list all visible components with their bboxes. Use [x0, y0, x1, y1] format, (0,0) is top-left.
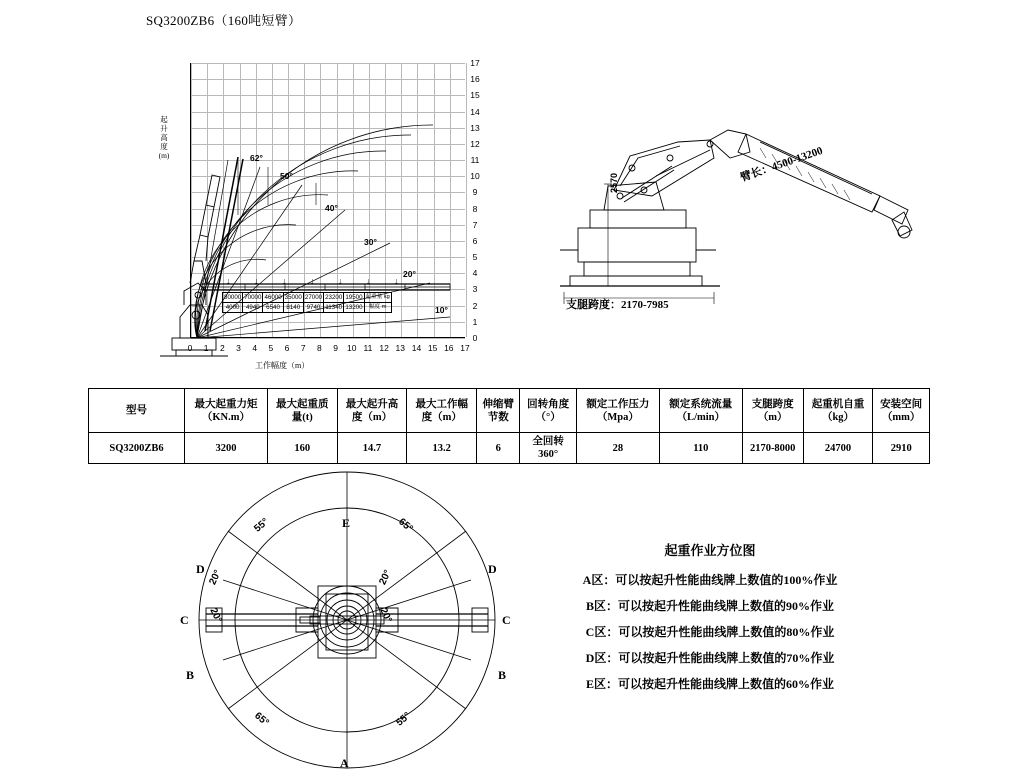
legend-row-b: B区：可以按起升性能曲线牌上数值的90%作业 [585, 599, 834, 613]
load-radius-cell: 4940 [243, 303, 263, 313]
x-axis-tick: 0 [187, 343, 193, 353]
load-point-arrow: ↓ [394, 276, 399, 286]
zone-label-B-right: B [498, 668, 507, 682]
spec-header-cell [185, 389, 268, 433]
spec-value-cell [520, 433, 577, 464]
load-point-arrow: ↓ [254, 276, 259, 286]
angle-label-55-bottomright: 55° [394, 710, 413, 729]
spec-header-line: 最大工作幅 [415, 398, 468, 410]
y-axis-tick: 15 [470, 90, 480, 101]
spec-value-cell: SQ3200ZB6 [89, 433, 185, 464]
y-axis-tick: 7 [472, 219, 478, 230]
crane-side-view [560, 100, 960, 320]
load-capacity-cell: 70000 [244, 294, 262, 301]
load-capacity-cell: 27000 [304, 294, 323, 301]
legend-row-a: A区：可以按起升性能曲线牌上数值的100%作业 [582, 573, 838, 587]
spec-value-cell: 3200 [185, 433, 268, 464]
angle-label-65-topright: 65° [396, 516, 415, 535]
angle-label-55-topleft: 55° [252, 516, 271, 535]
spec-header-line: （°） [535, 411, 561, 423]
y-axis-tick: 13 [470, 122, 480, 133]
load-value-table [222, 292, 392, 313]
angle-label-62: 62° [250, 153, 263, 163]
x-axis-title: 工作幅度（m） [255, 361, 310, 370]
zone-label-C-right: C [502, 613, 511, 627]
y-axis-tick: 3 [472, 284, 478, 295]
x-axis-tick: 16 [444, 343, 454, 353]
spec-header-line: 额定工作压力 [586, 398, 650, 410]
y-axis-title-char: 起 [160, 115, 168, 124]
y-axis-tick: 4 [472, 268, 478, 279]
spec-header-line: （L/min） [676, 411, 725, 423]
spec-header-cell [576, 389, 659, 433]
load-capacity-cell: 23200 [325, 294, 343, 301]
load-point-arrow: ↓ [338, 276, 343, 286]
y-axis-title-char: 高 [160, 133, 168, 142]
y-axis-tick: 0 [472, 333, 478, 343]
load-table-top-row [223, 293, 392, 303]
y-axis-tick: 11 [470, 155, 480, 166]
y-axis-tick: 8 [472, 203, 478, 214]
angle-label-50: 50° [280, 171, 293, 181]
y-axis-title-char: (m) [158, 151, 170, 160]
y-axis-tick: 9 [472, 187, 478, 198]
spec-header-cell [659, 389, 742, 433]
x-axis-tick: 14 [411, 343, 422, 353]
load-point-arrow: ↓ [310, 276, 315, 286]
y-axis-title-char: 升 [160, 124, 168, 133]
load-table-legend-radius: 幅度 m [364, 303, 391, 313]
angle-label-65-bottomleft: 65° [252, 710, 271, 729]
y-axis-tick: 2 [472, 300, 478, 311]
spec-header-cell [742, 389, 803, 433]
y-axis-tick: 16 [470, 74, 480, 85]
spec-header-cell [873, 389, 930, 433]
angle-label-20-left: 20° [207, 606, 224, 625]
spec-value-cell: 24700 [803, 433, 873, 464]
spec-header-cell [477, 389, 520, 433]
load-point-arrow: ↓ [282, 276, 287, 286]
specification-table [88, 388, 930, 464]
spec-value-line: 全回转 [532, 436, 564, 447]
load-chart [150, 55, 480, 375]
spec-header-line: 型号 [126, 405, 147, 416]
spec-value-cell: 14.7 [337, 433, 407, 464]
spec-value-cell: 13.2 [407, 433, 477, 464]
page-title: SQ3200ZB6（160吨短臂） [146, 13, 302, 28]
load-point-arrow: ↓ [226, 276, 231, 286]
load-table-legend-capacity: 起重量 kg [364, 293, 391, 303]
x-axis-tick: 17 [460, 343, 470, 353]
x-axis-tick: 12 [379, 343, 389, 353]
zone-label-B-left: B [186, 668, 195, 682]
spec-header-line: 起重机自重 [811, 398, 865, 410]
spec-header-line: （mm） [881, 411, 921, 423]
legend-row-e: E区：可以按起升性能曲线牌上数值的60%作业 [585, 677, 834, 691]
spec-header-line: （kg） [821, 411, 855, 423]
y-axis-tick: 6 [472, 235, 478, 246]
spec-value-cell: 2170-8000 [742, 433, 803, 464]
x-axis-tick: 9 [333, 343, 338, 353]
spec-header-line: 支腿跨度 [751, 398, 794, 410]
x-axis-tick: 3 [236, 343, 241, 353]
x-axis-tick: 13 [395, 343, 406, 353]
load-capacity-cell: 19500 [345, 294, 363, 301]
y-axis-tick: 1 [472, 316, 478, 327]
spec-header-line: 量(t) [291, 411, 313, 423]
load-radius-cell: 9740 [303, 303, 323, 313]
angle-label-40: 40° [325, 203, 338, 213]
spec-header-line: 伸缩臂 [482, 398, 514, 410]
angle-label-20-upperright: 20° [377, 568, 394, 587]
angle-label-10: 10° [435, 305, 448, 315]
y-axis-tick: 5 [472, 252, 478, 263]
spec-value-cell: 110 [659, 433, 742, 464]
zone-label-A: A [340, 756, 349, 770]
spec-header-line: 回转角度 [527, 398, 570, 410]
zone-label-E: E [342, 516, 351, 530]
spec-header-line: 最大起升高 [345, 398, 399, 410]
working-zone-diagram [150, 468, 550, 778]
outrigger-span-label: 支腿跨度：2170-7985 [566, 299, 669, 311]
load-radius-cell: 8140 [283, 303, 303, 313]
legend-row-d: D区：可以按起升性能曲线牌上数值的70%作业 [585, 651, 835, 665]
x-axis-tick: 11 [363, 343, 373, 353]
x-axis-tick: 7 [300, 343, 306, 353]
load-capacity-cell: 46000 [264, 294, 282, 301]
load-radius-cell: 13200 [345, 304, 363, 311]
spec-header-cell [803, 389, 873, 433]
boom-radius-curves [150, 55, 480, 375]
load-capacity-cell: 80000 [224, 294, 242, 301]
spec-table-data-row [89, 433, 930, 464]
x-axis-tick: 1 [203, 343, 209, 353]
y-axis-tick: 10 [470, 171, 480, 182]
load-capacity-cell: 35000 [284, 294, 302, 301]
spec-header-line: 度（m） [421, 411, 462, 423]
spec-value-cell: 28 [576, 433, 659, 464]
spec-header-line: （Mpa） [596, 411, 639, 423]
y-axis-tick: 12 [470, 138, 480, 149]
x-axis-tick: 8 [317, 343, 322, 353]
load-point-arrow: ↓ [366, 276, 371, 286]
zone-label-D-left: D [196, 562, 205, 576]
angle-label-20-right: 20° [377, 606, 394, 625]
spec-header-line: 最大起重质 [276, 398, 329, 410]
spec-value-line: 360° [538, 449, 559, 460]
angle-label-20: 20° [403, 269, 416, 279]
spec-header-line: 度（m） [351, 411, 393, 423]
x-axis-tick: 10 [347, 343, 357, 353]
angle-label-30: 30° [364, 237, 377, 247]
zone-label-D-right: D [488, 562, 497, 576]
spec-header-cell [337, 389, 407, 433]
spec-header-line: （KN.m） [201, 411, 251, 423]
load-radius-cell: 6540 [263, 303, 283, 313]
x-axis-tick: 6 [284, 343, 290, 353]
zone-circles [150, 468, 550, 778]
spec-header-line: （m） [757, 411, 788, 423]
load-radius-cell: 4000 [223, 303, 243, 313]
height-dimension-label: 2570 [609, 172, 620, 194]
zone-legend [500, 540, 920, 701]
boom-length-label: 臂长：4500-13200 [738, 144, 825, 185]
x-axis-tick: 2 [219, 343, 225, 353]
x-axis-tick: 15 [427, 343, 438, 353]
y-axis-tick: 14 [470, 106, 480, 117]
load-table-bottom-row [223, 303, 392, 313]
spec-header-line: 节数 [487, 411, 509, 423]
spec-header-cell [267, 389, 337, 433]
spec-header-line: 安装空间 [880, 398, 923, 410]
x-axis-tick: 5 [268, 343, 274, 353]
legend-title: 起重作业方位图 [664, 543, 756, 558]
y-axis-tick: 17 [470, 58, 480, 68]
spec-header-cell [89, 389, 185, 433]
spec-value-cell: 6 [477, 433, 520, 464]
spec-header-line: 额定系统流量 [669, 398, 733, 410]
angle-label-20-upperleft: 20° [207, 568, 224, 587]
zone-label-C-left: C [180, 613, 189, 627]
spec-value-cell: 160 [267, 433, 337, 464]
legend-row-c: C区：可以按起升性能曲线牌上数值的80%作业 [585, 625, 835, 639]
spec-value-cell: 2910 [873, 433, 930, 464]
spec-header-line: 最大起重力矩 [194, 398, 258, 410]
x-axis-tick: 4 [252, 343, 258, 353]
spec-table-header-row [89, 389, 930, 433]
spec-header-cell [520, 389, 577, 433]
load-radius-cell: 11340 [325, 304, 343, 311]
spec-header-cell [407, 389, 477, 433]
y-axis-title-char: 度 [160, 142, 168, 151]
